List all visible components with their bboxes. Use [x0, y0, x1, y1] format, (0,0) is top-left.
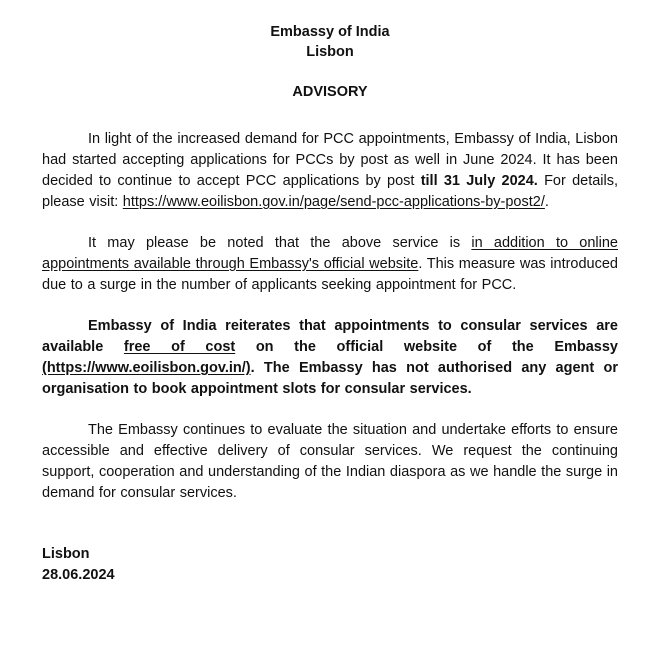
paragraph-free-of-cost — [42, 316, 618, 400]
p2-underlined-text: in addition to online appointments available through Embassy's official website — [42, 235, 618, 272]
p1-mid-text: For details, please visit: — [42, 173, 619, 210]
p2-lead-text: It may please be noted that the above service is — [88, 235, 472, 251]
pcc-post-url-link[interactable]: https://www.eoilisbon.gov.in/page/send-pcc-applications-by-post2/ — [122, 194, 545, 210]
embassy-website-url-link[interactable]: (https://www.eoilisbon.gov.in/) — [42, 360, 251, 376]
p2-tail-text: . This measure was introduced due to a surge in the number of applicants seeking appointment for PCC. — [42, 256, 618, 293]
org-name: Embassy of India — [270, 24, 390, 40]
p4-text: The Embassy continues to evaluate the situation and undertake efforts to ensure accessible and effective delivery of consular services. We request the continuing support, cooperation and understanding of the Indian diaspora as we handle the surge in demand for consular services. — [42, 422, 618, 501]
p3-free-of-cost-text: free of cost — [123, 339, 236, 355]
p3-lead-text: Embassy of India reiterates that appointments to consular services are available — [42, 318, 618, 355]
paragraph-pcc-post — [42, 129, 618, 213]
advisory-title: ADVISORY — [292, 84, 368, 100]
p3-mid-text: on the official website of the Embassy — [235, 339, 618, 355]
paragraph-closing — [42, 420, 618, 504]
document-footer — [42, 544, 618, 586]
footer-place: Lisbon — [42, 546, 90, 562]
p1-deadline-text: till 31 July 2024. — [420, 173, 538, 189]
paragraph-online-addition — [42, 233, 618, 296]
org-city: Lisbon — [306, 44, 354, 60]
p1-tail-text: . — [544, 194, 549, 210]
p1-lead-text: In light of the increased demand for PCC appointments, Embassy of India, Lisbon had started accepting applications for PCCs by post as well in June 2024. It has been decided to continue to accept PCC applications by post — [42, 131, 618, 189]
p3-tail-text: . The Embassy has not authorised any agent or organisation to book appointment slots for consular services. — [42, 360, 618, 397]
footer-date: 28.06.2024 — [42, 567, 115, 583]
